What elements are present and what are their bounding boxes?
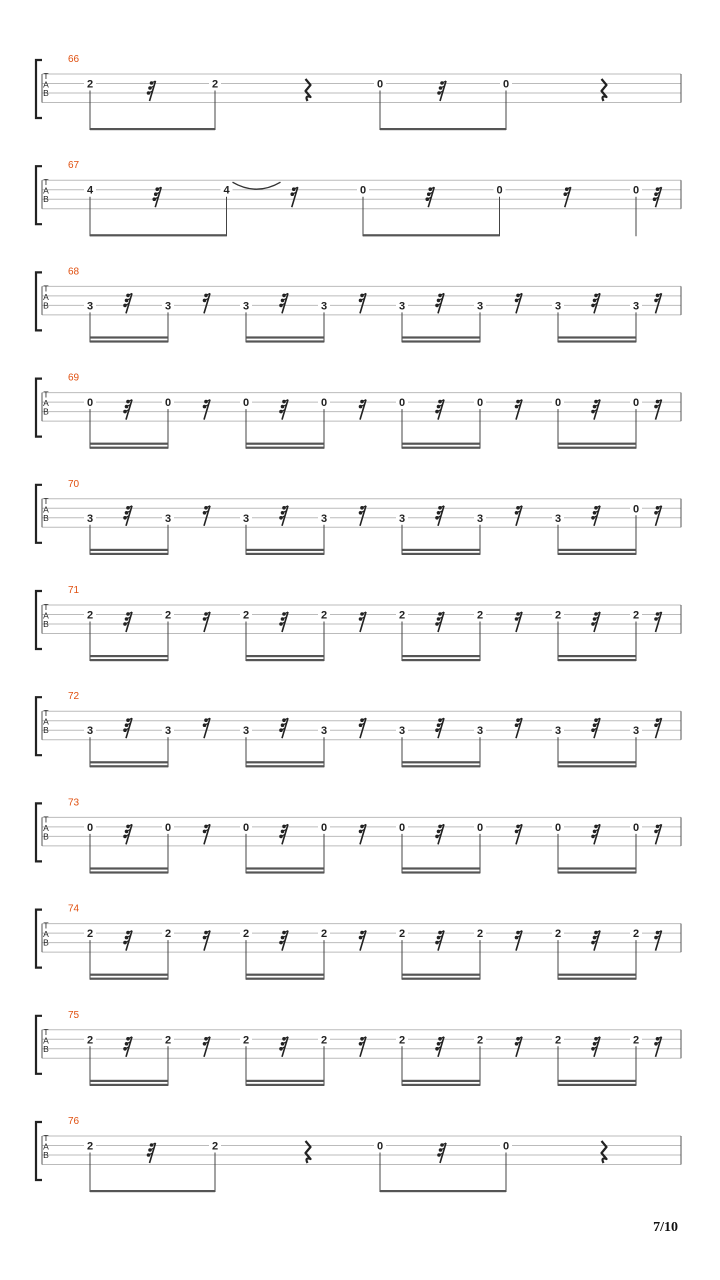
beam — [402, 765, 480, 767]
beam — [246, 659, 324, 661]
tab-system — [36, 585, 681, 661]
beam — [402, 761, 480, 763]
fret-number: 3 — [86, 300, 94, 313]
fret-number: 3 — [554, 725, 562, 738]
fret-number: 2 — [211, 1140, 219, 1153]
tab-clef-letter: T — [43, 708, 49, 719]
tab-system — [36, 266, 681, 342]
beam — [402, 655, 480, 657]
tab-clef-letter: B — [43, 406, 49, 417]
system-bracket — [36, 166, 42, 224]
beam — [558, 655, 636, 657]
beam — [246, 867, 324, 869]
fret-number: 0 — [376, 1140, 384, 1153]
fret-number: 2 — [476, 928, 484, 941]
beam — [558, 447, 636, 449]
fret-number: 0 — [164, 821, 172, 834]
measure-number: 72 — [68, 691, 80, 703]
beam — [90, 765, 168, 767]
fret-number: 3 — [476, 725, 484, 738]
beam — [558, 549, 636, 551]
beam — [246, 1084, 324, 1086]
beam — [402, 1080, 480, 1082]
measure-number: 70 — [68, 478, 80, 490]
beam — [246, 978, 324, 980]
fret-number: 3 — [398, 512, 406, 525]
fret-number: 3 — [320, 512, 328, 525]
tab-clef-letter: T — [43, 71, 49, 81]
fret-number: 0 — [320, 821, 328, 834]
beam — [246, 443, 324, 445]
tab-clef-letter: T — [43, 920, 49, 931]
fret-number: 0 — [554, 821, 562, 834]
fret-number: 2 — [164, 928, 172, 941]
beam — [558, 761, 636, 763]
system-bracket — [36, 485, 42, 543]
beam — [246, 974, 324, 976]
system-bracket — [36, 272, 42, 330]
fret-number: 3 — [554, 512, 562, 525]
beam — [558, 1084, 636, 1086]
fret-number: 3 — [554, 300, 562, 313]
fret-number: 0 — [164, 397, 172, 410]
fret-number: 3 — [320, 725, 328, 738]
tab-clef-letter: B — [43, 512, 49, 523]
beam — [90, 340, 168, 342]
beam — [380, 1190, 506, 1192]
fret-number: 2 — [632, 1034, 640, 1047]
beam — [246, 1080, 324, 1082]
measure-number: 73 — [68, 797, 80, 809]
tab-clef-letter: T — [43, 1026, 49, 1037]
tab-clef-letter: T — [43, 602, 49, 612]
beam — [558, 336, 636, 338]
fret-number: 2 — [632, 609, 640, 622]
fret-number: 2 — [398, 1034, 406, 1047]
beam — [246, 761, 324, 763]
tab-clef-letter: A — [43, 929, 49, 940]
tab-system — [36, 904, 681, 980]
fret-number: 0 — [502, 1140, 510, 1153]
fret-number: 0 — [359, 184, 367, 197]
system-bracket — [36, 910, 42, 968]
measure-number: 69 — [68, 372, 80, 384]
beam — [90, 655, 168, 657]
beam — [90, 234, 227, 236]
tab-clef-letter: B — [43, 1043, 49, 1054]
beam — [246, 765, 324, 767]
beam — [246, 336, 324, 338]
tab-system — [36, 54, 681, 130]
beam — [402, 336, 480, 338]
fret-number: 2 — [554, 609, 562, 622]
system-bracket — [36, 1122, 42, 1180]
system-bracket — [36, 379, 42, 437]
beam — [90, 128, 215, 130]
measure-number: 76 — [68, 1116, 80, 1127]
tab-clef-letter: B — [43, 725, 49, 736]
fret-number: 2 — [86, 609, 94, 622]
fret-number: 3 — [476, 512, 484, 525]
beam — [402, 549, 480, 551]
fret-number: 2 — [554, 928, 562, 941]
tab-clef-letter: B — [43, 937, 49, 948]
beam — [90, 447, 168, 449]
tab-clef-letter: A — [43, 504, 49, 515]
system-bracket — [36, 60, 42, 118]
fret-number: 2 — [242, 928, 250, 941]
tab-clef-letter: A — [43, 1035, 49, 1046]
fret-number: 0 — [496, 184, 503, 197]
fret-number: 0 — [632, 503, 640, 516]
beam — [402, 978, 480, 980]
fret-number: 2 — [211, 78, 219, 91]
beam — [402, 867, 480, 869]
tab-clef-letter: B — [43, 619, 49, 629]
beam — [558, 765, 636, 767]
fret-number: 2 — [164, 609, 172, 622]
fret-number: 0 — [632, 821, 640, 834]
fret-number: 3 — [86, 512, 94, 525]
beam — [558, 1080, 636, 1082]
fret-number: 0 — [242, 821, 250, 834]
fret-number: 0 — [502, 78, 510, 91]
fret-number: 2 — [242, 609, 250, 622]
fret-number: 3 — [242, 300, 250, 313]
fret-number: 2 — [164, 1034, 172, 1047]
tab-clef-letter: A — [43, 610, 49, 621]
measure-number: 75 — [68, 1009, 80, 1021]
fret-number: 0 — [86, 397, 94, 410]
fret-number: 2 — [242, 1034, 250, 1047]
beam — [90, 1084, 168, 1086]
beam — [90, 443, 168, 445]
system-bracket — [36, 591, 42, 649]
quarter-rest — [306, 79, 311, 101]
beam — [402, 871, 480, 873]
fret-number: 0 — [398, 397, 406, 410]
beam — [558, 867, 636, 869]
tab-system — [36, 479, 681, 555]
beam — [90, 659, 168, 661]
tab-clef-letter: T — [43, 1133, 49, 1143]
measure-number: 67 — [68, 160, 80, 172]
fret-number: 2 — [320, 1034, 328, 1047]
fret-number: 0 — [86, 821, 94, 834]
fret-number: 2 — [554, 1034, 562, 1047]
tab-clef-letter: T — [43, 814, 49, 825]
fret-number: 3 — [242, 512, 250, 525]
tab-clef-letter: B — [43, 88, 49, 98]
fret-number: 3 — [632, 725, 640, 738]
tab-clef-letter: A — [43, 185, 49, 196]
fret-number: 2 — [476, 609, 484, 622]
beam — [402, 1084, 480, 1086]
tab-clef-letter: A — [43, 822, 49, 833]
fret-number: 2 — [86, 928, 94, 941]
beam — [402, 974, 480, 976]
beam — [246, 871, 324, 873]
beam — [363, 234, 500, 236]
fret-number: 0 — [632, 184, 640, 197]
system-bracket — [36, 1016, 42, 1074]
beam — [402, 340, 480, 342]
beam — [90, 553, 168, 555]
fret-number: 0 — [632, 397, 640, 410]
fret-number: 3 — [320, 300, 328, 313]
fret-number: 2 — [398, 609, 406, 622]
fret-number: 4 — [86, 184, 94, 197]
beam — [402, 443, 480, 445]
beam — [246, 447, 324, 449]
beam — [558, 443, 636, 445]
fret-number: 2 — [86, 78, 94, 91]
tab-system — [36, 797, 681, 873]
measure-number: 68 — [68, 266, 80, 278]
beam — [90, 1080, 168, 1082]
tab-system — [36, 691, 681, 767]
beam — [246, 553, 324, 555]
tab-system — [36, 1116, 681, 1192]
beam — [402, 659, 480, 661]
fret-number: 0 — [476, 821, 484, 834]
fret-number: 0 — [376, 78, 384, 91]
beam — [380, 128, 506, 130]
fret-number: 3 — [164, 300, 172, 313]
beam — [90, 549, 168, 551]
fret-number: 3 — [476, 300, 484, 313]
fret-number: 3 — [632, 300, 640, 313]
beam — [558, 871, 636, 873]
fret-number: 3 — [398, 725, 406, 738]
beam — [558, 553, 636, 555]
tab-system — [36, 373, 681, 449]
beam — [90, 761, 168, 763]
beam — [90, 336, 168, 338]
tab-clef-letter: A — [43, 79, 49, 90]
fret-number: 2 — [86, 1034, 94, 1047]
measure-number: 66 — [68, 54, 80, 65]
fret-number: 3 — [86, 725, 94, 738]
fret-number: 2 — [632, 928, 640, 941]
tab-clef-letter: T — [43, 389, 49, 400]
beam — [90, 978, 168, 980]
tab-system — [36, 160, 681, 236]
fret-number: 2 — [398, 928, 406, 941]
beam — [246, 340, 324, 342]
fret-number: 0 — [554, 397, 562, 410]
fret-number: 3 — [398, 300, 406, 313]
page-number: 7/10 — [653, 1220, 678, 1235]
tab-clef-letter: B — [43, 831, 49, 842]
tab-clef-letter: A — [43, 1141, 49, 1152]
beam — [246, 655, 324, 657]
system-bracket — [36, 803, 42, 861]
tab-clef-letter: T — [43, 495, 49, 506]
fret-number: 2 — [86, 1140, 94, 1153]
fret-number: 2 — [320, 609, 328, 622]
fret-number: 0 — [476, 397, 484, 410]
measure-number: 74 — [68, 903, 80, 915]
fret-number: 0 — [398, 821, 406, 834]
tab-clef-letter: B — [43, 1150, 49, 1160]
beam — [90, 1190, 215, 1192]
measure-number: 71 — [68, 585, 80, 596]
tab-clef-letter: T — [43, 283, 49, 294]
tab-clef-letter: A — [43, 291, 49, 302]
fret-number: 4 — [223, 184, 230, 197]
quarter-rest — [602, 79, 607, 101]
tab-clef-letter: B — [43, 194, 49, 205]
quarter-rest — [306, 1141, 311, 1163]
fret-number: 3 — [164, 512, 172, 525]
beam — [90, 974, 168, 976]
beam — [402, 447, 480, 449]
system-bracket — [36, 697, 42, 755]
beam — [402, 553, 480, 555]
fret-number: 3 — [164, 725, 172, 738]
tab-system — [36, 1010, 681, 1086]
tab-clef-letter: A — [43, 716, 49, 727]
beam — [558, 978, 636, 980]
tab-clef-letter: T — [43, 177, 49, 188]
beam — [90, 871, 168, 873]
fret-number: 0 — [320, 397, 328, 410]
beam — [558, 974, 636, 976]
quarter-rest — [602, 1141, 607, 1163]
beam — [558, 659, 636, 661]
beam — [558, 340, 636, 342]
tab-clef-letter: B — [43, 300, 49, 311]
beam — [90, 867, 168, 869]
fret-number: 2 — [476, 1034, 484, 1047]
tie — [233, 182, 281, 189]
fret-number: 0 — [242, 397, 250, 410]
fret-number: 3 — [242, 725, 250, 738]
beam — [246, 549, 324, 551]
tab-clef-letter: A — [43, 398, 49, 409]
fret-number: 2 — [320, 928, 328, 941]
